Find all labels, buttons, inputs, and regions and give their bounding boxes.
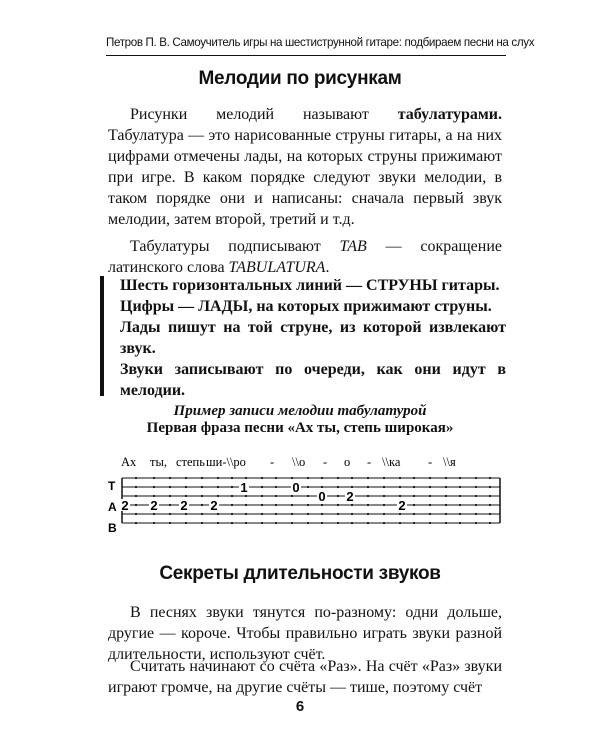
- tab-beat-dot: [185, 513, 187, 515]
- tab-beat-dot: [383, 513, 385, 515]
- tab-beat-dot: [153, 495, 155, 497]
- tab-note: 2: [180, 498, 188, 513]
- lyric-syllable: \\о: [292, 455, 306, 469]
- tab-beat-dot: [245, 513, 247, 515]
- tab-beat-dot: [399, 486, 401, 488]
- tab-beat-dot: [245, 495, 247, 497]
- tab-beat-dot: [185, 522, 187, 524]
- tab-beat-dot: [291, 522, 293, 524]
- tab-beat-dot: [459, 522, 461, 524]
- tab-beat-dot: [413, 522, 415, 524]
- tab-beat-dot: [291, 513, 293, 515]
- tab-beat-dot: [245, 477, 247, 479]
- tab-beat-dot: [275, 504, 277, 506]
- tab-beat-dot: [367, 504, 369, 506]
- tab-beat-dot: [429, 504, 431, 506]
- lyric-syllable: ши-\\ро: [206, 455, 246, 469]
- tab-beat-dot: [337, 495, 339, 497]
- p1-rest: Табулатура — это нарисованные струны гитары, а на них цифрами отмечены лады, на которых струны прижимают при игре. В каком порядке следуют звуки мелодии, в таком порядке они и написаны: сначала первый звук мелодии, затем второй, третий и т.д.: [108, 127, 502, 228]
- tab-beat-dot: [445, 477, 447, 479]
- section-title-durations: Секреты длительности звуков: [159, 563, 441, 584]
- tab-beat-dot: [261, 477, 263, 479]
- tab-beat-dot: [351, 486, 353, 488]
- tab-strings: [122, 477, 500, 524]
- tab-beat-dot: [459, 486, 461, 488]
- tab-beat-dot: [337, 522, 339, 524]
- tab-beat-dot: [413, 486, 415, 488]
- tab-beat-dot: [383, 504, 385, 506]
- tab-beat-dot: [475, 513, 477, 515]
- tab-beat-dot: [337, 486, 339, 488]
- tab-beat-dot: [231, 477, 233, 479]
- tab-beat-dot: [185, 477, 187, 479]
- tab-note: 2: [346, 489, 354, 504]
- rule-line: Лады пишут на той струне, из которой извлекают звук.: [120, 319, 506, 357]
- tab-beat-dot: [459, 513, 461, 515]
- tab-beat-dot: [201, 477, 203, 479]
- tab-beat-dot: [367, 486, 369, 488]
- tab-beat-dot: [413, 495, 415, 497]
- tab-beat-dot: [169, 495, 171, 497]
- lyric-syllable: -: [367, 455, 372, 469]
- tab-beat-dot: [135, 513, 137, 515]
- tab-letter: A: [108, 500, 117, 514]
- lyric-syllable: ты,: [150, 455, 167, 469]
- tab-beat-dot: [201, 504, 203, 506]
- tab-beat-dot: [275, 513, 277, 515]
- tab-beat-dot: [459, 477, 461, 479]
- tab-beat-dot: [185, 486, 187, 488]
- tab-note: 2: [210, 498, 218, 513]
- tab-beat-dot: [275, 477, 277, 479]
- tab-beat-dot: [135, 477, 137, 479]
- lyric-syllable: -: [428, 455, 433, 469]
- tab-beat-dot: [201, 486, 203, 488]
- rule-line: Шесть горизонтальных линий — СТРУНЫ гитары.: [120, 277, 500, 294]
- tab-beat-dot: [489, 477, 491, 479]
- tab-beat-dot: [399, 513, 401, 515]
- lyric-syllable: -: [323, 455, 328, 469]
- tab-beat-dot: [489, 522, 491, 524]
- rule-line: Цифры — ЛАДЫ, на которых прижимают струны.: [120, 298, 492, 315]
- tab-beat-dot: [231, 504, 233, 506]
- tab-note: 2: [398, 498, 406, 513]
- tab-beat-dot: [413, 504, 415, 506]
- tab-beat-dot: [231, 513, 233, 515]
- p2-end: .: [325, 259, 330, 276]
- lyric-syllable: \\ка: [382, 455, 401, 469]
- lyric-syllable: -: [270, 455, 275, 469]
- tab-beat-dot: [307, 522, 309, 524]
- tab-beat-dot: [231, 486, 233, 488]
- tab-beat-dot: [475, 477, 477, 479]
- tab-beat-dot: [445, 504, 447, 506]
- lyric-syllable: \\я: [443, 455, 456, 469]
- tab-beat-dot: [413, 513, 415, 515]
- tab-beat-dot: [489, 486, 491, 488]
- tab-beat-dot: [169, 477, 171, 479]
- tab-beat-dot: [153, 513, 155, 515]
- tab-beat-dot: [321, 486, 323, 488]
- tab-beat-dot: [245, 504, 247, 506]
- tab-beat-dot: [413, 477, 415, 479]
- tab-beat-dot: [185, 495, 187, 497]
- p1-start: Рисунки мелодий называют: [130, 106, 398, 123]
- tab-beat-dot: [383, 495, 385, 497]
- tab-beat-dot: [489, 513, 491, 515]
- tab-beat-dot: [275, 486, 277, 488]
- tab-note: 0: [318, 489, 326, 504]
- tab-beat-dot: [169, 522, 171, 524]
- tab-beat-dot: [399, 522, 401, 524]
- tab-letter: B: [108, 521, 117, 535]
- p2-start: Табулатуры подписывают: [130, 238, 340, 255]
- tab-beat-dot: [169, 486, 171, 488]
- tab-beat-dot: [475, 522, 477, 524]
- tab-beat-dot: [217, 522, 219, 524]
- p2-latin: TABULATURA: [228, 259, 326, 276]
- example-title: Первая фраза песни «Ах ты, степь широкая»: [146, 420, 454, 436]
- p2-tab: TAB: [339, 238, 367, 255]
- rule-line: Звуки записывают по очереди, как они идут в мелодии.: [120, 361, 506, 399]
- tab-beat-dot: [383, 522, 385, 524]
- tab-beat-dot: [169, 504, 171, 506]
- tab-beat-dot: [337, 513, 339, 515]
- tab-beat-dot: [351, 504, 353, 506]
- tab-beat-dot: [459, 495, 461, 497]
- tab-beat-dot: [291, 504, 293, 506]
- tab-beat-dot: [429, 495, 431, 497]
- tab-beat-dot: [399, 495, 401, 497]
- tab-beat-dot: [321, 522, 323, 524]
- tab-beat-dot: [245, 522, 247, 524]
- tab-beat-dot: [445, 495, 447, 497]
- tab-beat-dot: [261, 495, 263, 497]
- tab-beat-dot: [475, 486, 477, 488]
- tab-beat-dot: [135, 504, 137, 506]
- tab-beat-dot: [489, 504, 491, 506]
- tab-beat-dot: [351, 513, 353, 515]
- tab-beat-dot: [383, 477, 385, 479]
- tab-beat-dot: [135, 522, 137, 524]
- tab-beat-dot: [135, 495, 137, 497]
- p2-mid: — сокращение латинского слова: [108, 238, 503, 276]
- tab-beat-dot: [153, 486, 155, 488]
- tab-beat-dot: [217, 513, 219, 515]
- tab-beat-dot: [475, 495, 477, 497]
- tab-beat-dot: [261, 486, 263, 488]
- tab-beat-dot: [217, 477, 219, 479]
- tab-beat-dot: [201, 495, 203, 497]
- tab-beat-dot: [367, 513, 369, 515]
- section-title-melodies: Мелодии по рисункам: [198, 68, 402, 89]
- tab-beat-dot: [475, 504, 477, 506]
- tab-beat-dot: [261, 504, 263, 506]
- tab-lyrics: [121, 455, 456, 469]
- tab-beat-dot: [429, 477, 431, 479]
- tab-beat-dot: [307, 495, 309, 497]
- tab-beat-dot: [201, 522, 203, 524]
- tab-beat-dot: [153, 522, 155, 524]
- tab-beat-dot: [201, 513, 203, 515]
- tab-beat-dot: [321, 513, 323, 515]
- paragraph-durations-2: Считать начинают со счёта «Раз». На счёт «Раз» звуки играют громче, на другие счёты — тише, поэтому счёт: [108, 658, 502, 696]
- tab-beat-dot: [489, 495, 491, 497]
- tab-beat-dot: [351, 522, 353, 524]
- tab-beat-dot: [169, 513, 171, 515]
- tab-beat-dot: [429, 513, 431, 515]
- tab-beat-dot: [383, 486, 385, 488]
- tab-beat-dot: [307, 513, 309, 515]
- tab-beat-dot: [291, 477, 293, 479]
- tab-beat-dot: [321, 504, 323, 506]
- tab-note: 1: [240, 480, 248, 495]
- tab-beat-dot: [445, 486, 447, 488]
- example-caption: Пример записи мелодии табулатурой: [173, 403, 427, 419]
- tab-beat-dot: [231, 522, 233, 524]
- tab-beat-dot: [307, 486, 309, 488]
- tab-beat-dot: [459, 504, 461, 506]
- tab-beat-dot: [399, 477, 401, 479]
- tab-beat-dot: [307, 477, 309, 479]
- p1-bold-term: табулатурами.: [397, 106, 502, 123]
- tab-beat-dot: [445, 522, 447, 524]
- tab-beat-dot: [153, 477, 155, 479]
- tab-beat-dot: [275, 495, 277, 497]
- tab-beat-dot: [337, 477, 339, 479]
- tab-beat-dot: [367, 477, 369, 479]
- lyric-syllable: Ах: [121, 455, 137, 469]
- tab-note: 2: [150, 498, 158, 513]
- tab-beat-dot: [337, 504, 339, 506]
- lyric-syllable: о: [344, 455, 351, 469]
- tab-beat-dot: [429, 486, 431, 488]
- tab-note: 2: [121, 498, 129, 513]
- paragraph-durations-1: В песнях звуки тянутся по-разному: одни дольше, другие — короче. Чтобы правильно играть звуки разной длительности, используют счёт.: [108, 604, 502, 663]
- tab-beat-dot: [291, 495, 293, 497]
- tab-beat-dot: [261, 522, 263, 524]
- tab-beat-dot: [217, 486, 219, 488]
- tab-beat-dot: [231, 495, 233, 497]
- tab-beat-dot: [307, 504, 309, 506]
- tab-beat-dot: [429, 522, 431, 524]
- tab-beat-dot: [367, 522, 369, 524]
- tab-beat-dot: [135, 486, 137, 488]
- tab-beat-dot: [321, 477, 323, 479]
- tab-beat-dot: [275, 522, 277, 524]
- tab-letter: T: [108, 479, 116, 493]
- tab-beat-dot: [367, 495, 369, 497]
- lyric-syllable: степь: [176, 455, 205, 469]
- tab-letters: [108, 479, 117, 535]
- tab-beat-dot: [445, 513, 447, 515]
- page-number: 6: [295, 698, 305, 715]
- tab-beat-dot: [351, 477, 353, 479]
- tab-note: 0: [292, 480, 300, 495]
- tab-beat-dot: [217, 495, 219, 497]
- tab-beat-dot: [261, 513, 263, 515]
- header-text: Петров П. В. Самоучитель игры на шестиструнной гитаре: подбираем песни на слух: [106, 36, 535, 49]
